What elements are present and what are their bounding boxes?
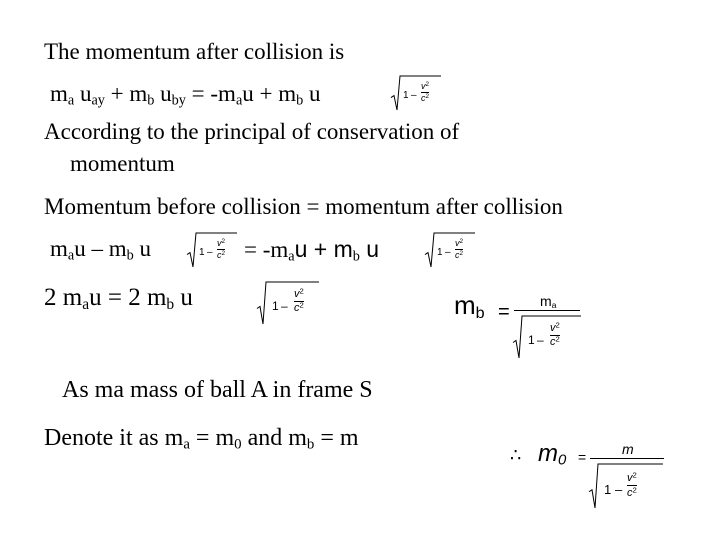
denote-m: Denote it as m — [44, 425, 184, 451]
equals-m: = m — [189, 425, 235, 451]
subscript: b — [147, 92, 155, 109]
c-squared: $c^2$ — [294, 300, 304, 314]
u-minus-m: u – m — [74, 236, 127, 261]
u-symbol: u — [359, 236, 380, 262]
m-symbol: m — [50, 81, 68, 106]
one-digit: 1 — [437, 247, 443, 258]
two-m: 2 m — [44, 284, 83, 311]
subscript: a — [183, 436, 190, 453]
v-over-c-fraction — [421, 81, 429, 104]
sqrt-fraction-line-7 — [256, 280, 320, 326]
v-over-c-fraction — [294, 288, 304, 315]
v-squared: $v^2$ — [455, 238, 464, 248]
v-squared: $v^2$ — [217, 238, 226, 248]
u-symbol: u — [154, 81, 172, 106]
text-line-1 — [44, 38, 344, 66]
v-squared: $v^2$ — [550, 320, 560, 334]
subscript: 0 — [234, 436, 242, 453]
subscript: b — [306, 436, 315, 453]
and-m: and m — [241, 425, 307, 451]
m0-lhs — [538, 440, 567, 469]
sqrt-fraction-formula-b — [512, 314, 582, 360]
equals-m: = m — [314, 425, 359, 451]
u-plus-m: u + m — [242, 81, 297, 106]
subscript: a — [288, 248, 295, 265]
u-symbol: u — [133, 236, 151, 261]
minus-sign: – — [537, 333, 544, 347]
subscript: a — [551, 300, 557, 311]
radical-sign — [256, 280, 320, 326]
fraction-bar — [590, 458, 664, 459]
c-squared: $c^2$ — [455, 250, 464, 260]
radical-sign — [588, 462, 664, 510]
m-symbol: m — [50, 236, 68, 261]
v-over-c-fraction — [217, 238, 225, 261]
c-squared: $c^2$ — [550, 334, 560, 348]
subscript: 0 — [558, 452, 567, 469]
v-squared: $v^2$ — [294, 286, 304, 300]
u-plus-m: u + m — [294, 236, 353, 262]
text-line-8 — [62, 376, 373, 404]
subscript: b — [166, 295, 175, 313]
text-line-9 — [44, 424, 359, 452]
subscript: by — [171, 92, 186, 109]
minus-sign: – — [615, 482, 623, 497]
formula-mb — [454, 292, 584, 362]
text-line-4 — [70, 150, 175, 178]
minus-sign: – — [411, 90, 417, 101]
equals-sign: = — [578, 449, 587, 465]
subscript: ay — [91, 92, 105, 109]
v-over-c-fraction — [455, 238, 463, 261]
line-8-text: As ma mass of ball A in frame S — [62, 377, 373, 403]
text-line-7 — [44, 284, 193, 312]
line-3-text: According to the principal of conservation of — [44, 119, 460, 144]
v-squared: $v^2$ — [421, 81, 430, 91]
line-4-text: momentum — [70, 151, 175, 176]
minus-sign: – — [445, 247, 451, 258]
c-squared: $c^2$ — [217, 250, 226, 260]
text-line-6 — [50, 235, 151, 263]
minus-sign: – — [281, 299, 288, 313]
m-symbol: m — [538, 440, 558, 467]
equals-minus-m: = -m — [185, 81, 236, 106]
text-line-6-rhs — [244, 235, 379, 264]
c-squared: $c^2$ — [627, 485, 637, 499]
one-digit: 1 — [604, 482, 612, 497]
u-symbol: u — [74, 81, 92, 106]
u-equals-two-m: u = 2 m — [89, 284, 167, 311]
formula-m0 — [510, 440, 670, 516]
equals-sign: = — [498, 301, 510, 323]
line-1-text: The momentum after collision is — [44, 39, 345, 64]
v-squared: $v^2$ — [627, 470, 637, 484]
subscript: b — [475, 304, 485, 323]
subscript: b — [352, 248, 360, 265]
text-line-2 — [50, 80, 321, 108]
one-digit: 1 — [272, 299, 279, 313]
subscript: a — [67, 92, 75, 109]
subscript: a — [82, 295, 90, 313]
subscript: a — [67, 247, 75, 264]
m-symbol: m — [454, 290, 476, 320]
mb-numerator — [540, 293, 557, 311]
minus-sign: – — [207, 247, 213, 258]
fraction-bar — [514, 310, 580, 311]
radical-sign — [512, 314, 582, 360]
mb-lhs — [454, 290, 485, 323]
subscript: b — [126, 247, 134, 264]
sqrt-fraction-line-2 — [390, 74, 442, 112]
therefore-icon: ∴ — [510, 445, 522, 465]
u-symbol: u — [303, 81, 321, 106]
one-digit: 1 — [403, 90, 409, 101]
v-over-c-fraction — [627, 471, 637, 500]
one-digit: 1 — [528, 333, 535, 347]
sqrt-fraction-formula-0 — [588, 462, 664, 510]
equals-minus-m: = -m — [244, 237, 289, 262]
one-digit: 1 — [199, 247, 205, 258]
c-squared: $c^2$ — [421, 93, 430, 103]
m-symbol: m — [540, 293, 552, 309]
line-5-text: Momentum before collision = momentum after collision — [44, 194, 563, 219]
m-symbol: m — [622, 441, 634, 457]
subscript: a — [235, 92, 243, 109]
subscript: b — [296, 92, 304, 109]
plus-m: + m — [104, 81, 148, 106]
v-over-c-fraction — [550, 322, 560, 349]
text-line-5 — [44, 193, 563, 221]
sqrt-fraction-line-6b — [424, 231, 476, 269]
u-symbol: u — [174, 284, 193, 311]
sqrt-fraction-line-6a — [186, 231, 238, 269]
text-line-3 — [44, 118, 459, 146]
